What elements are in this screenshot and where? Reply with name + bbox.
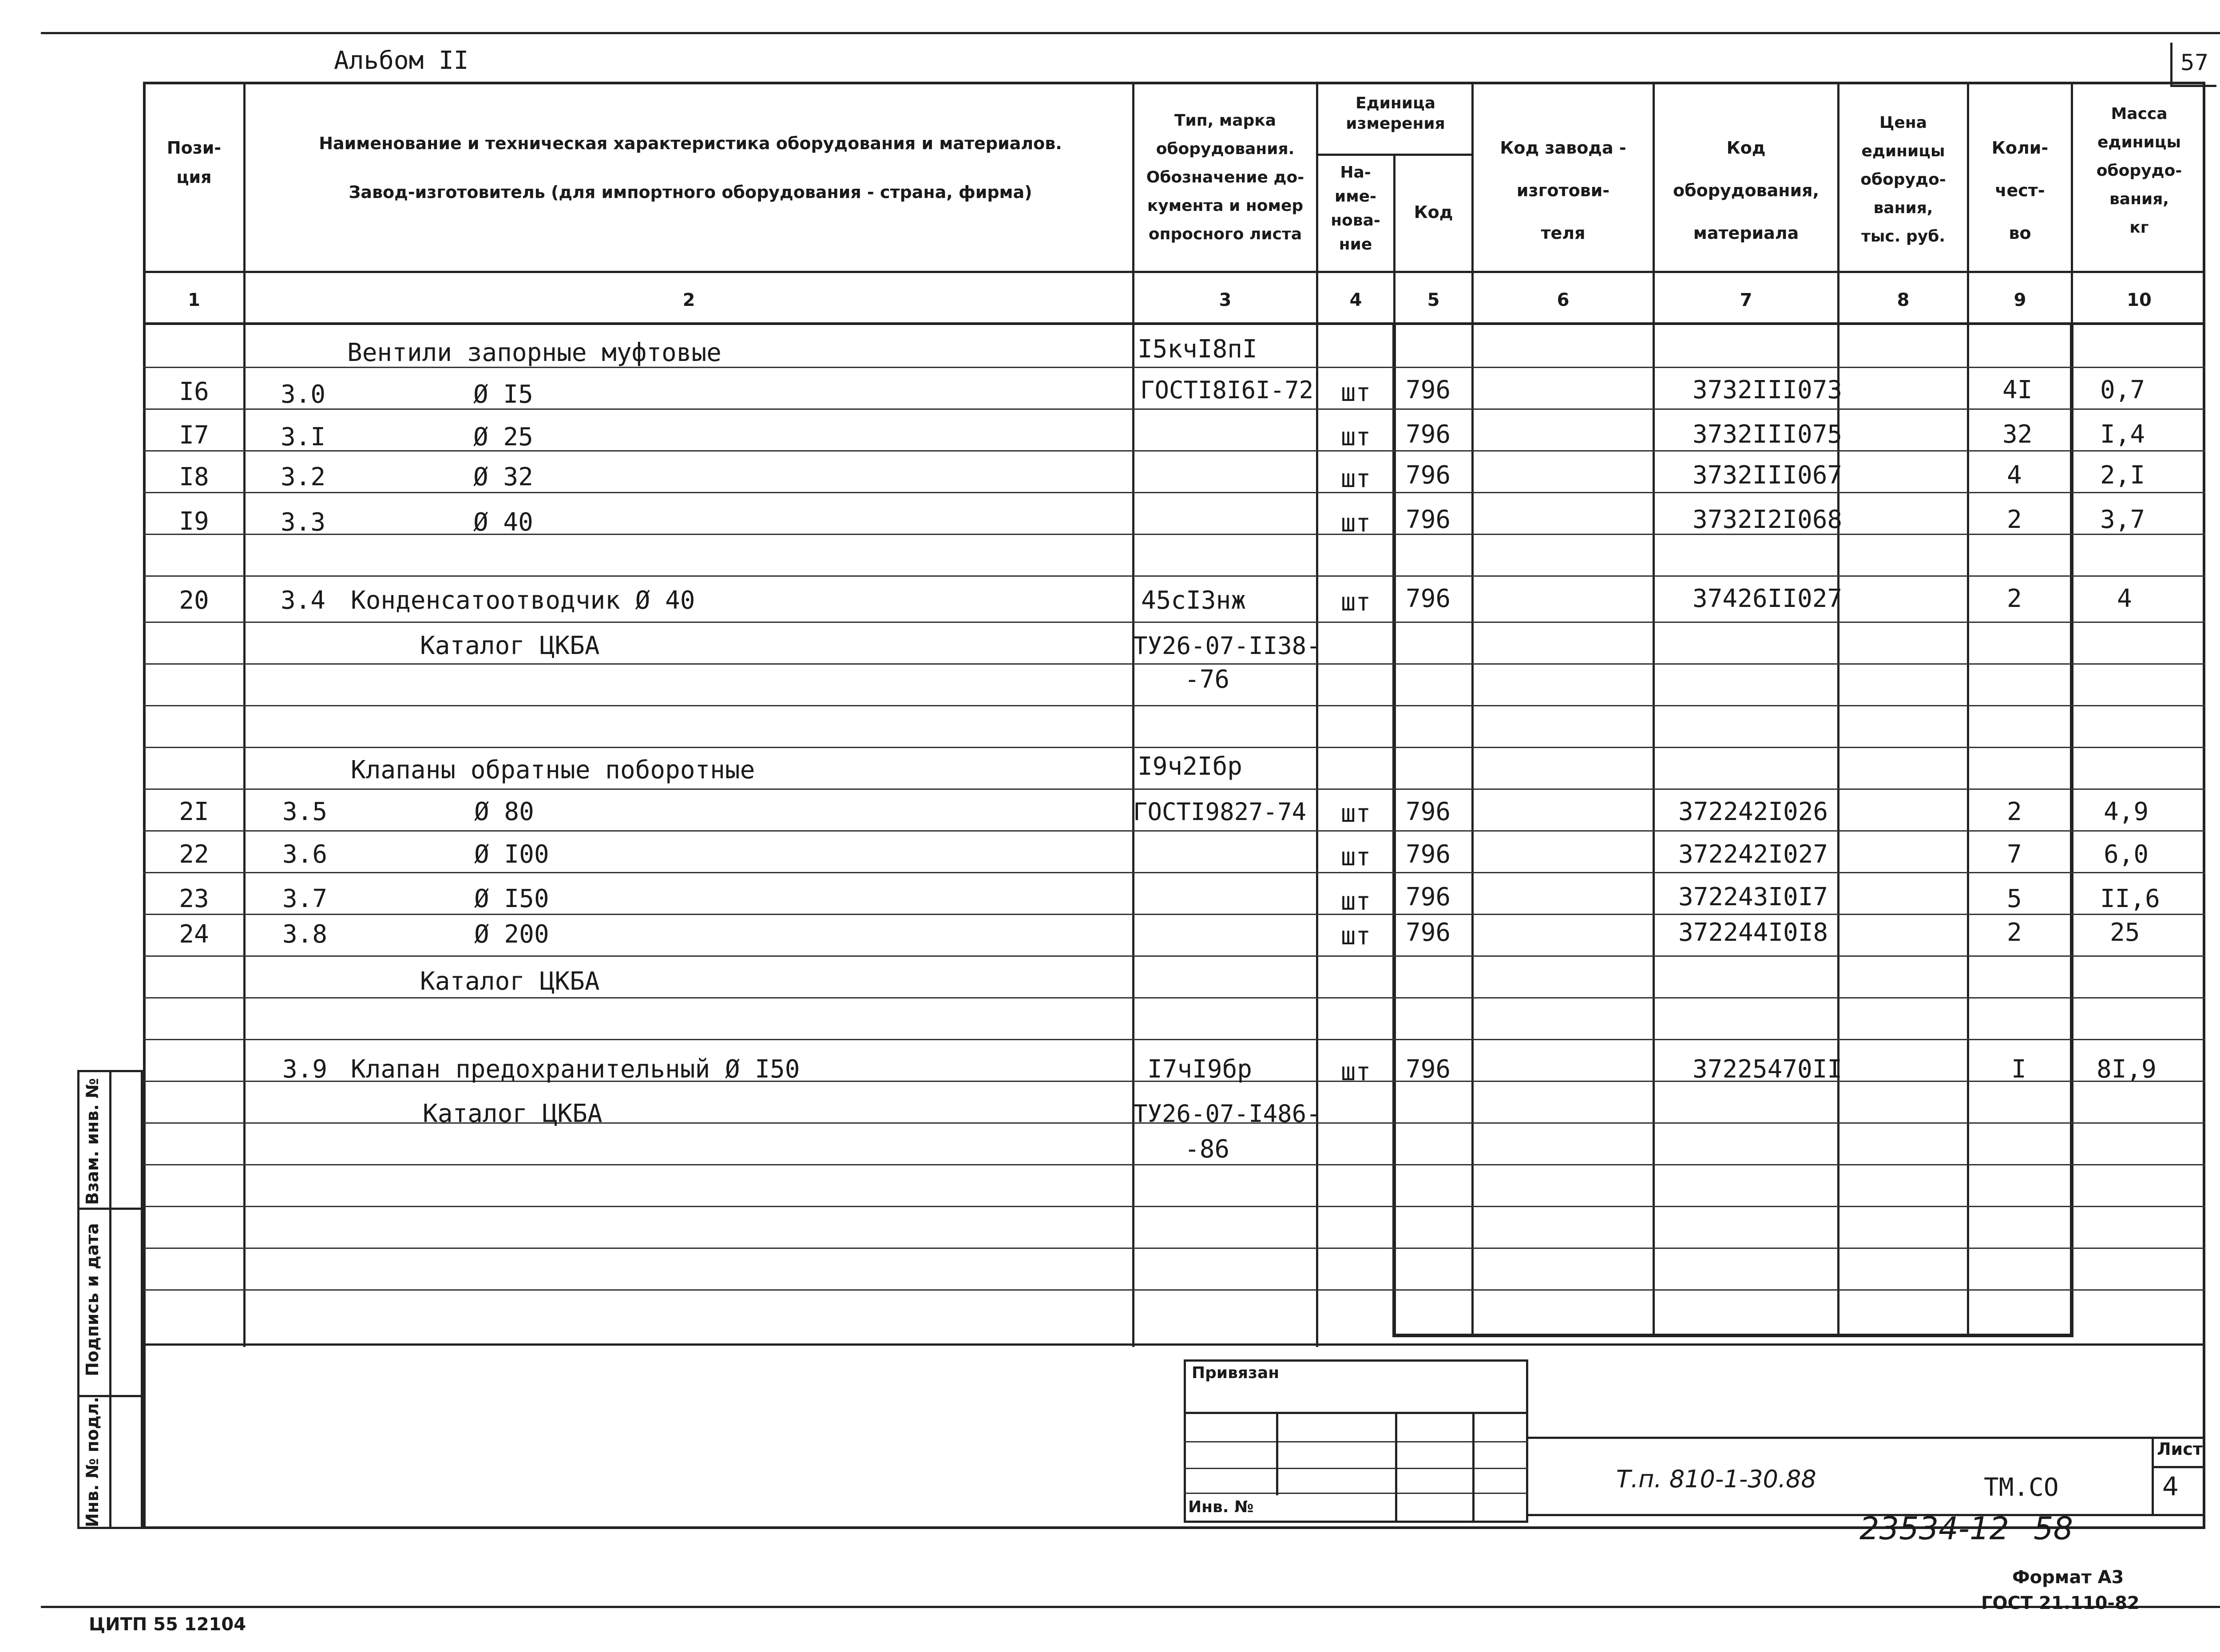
- header-col2: Наименование и техническая характеристика оборудования и материалов. Завод-изготовитель (для импортного оборудования - страна, фирма): [319, 134, 1062, 202]
- row-2-dia: Ø 25: [473, 423, 533, 452]
- row-10-dia: Ø I00: [474, 840, 549, 869]
- row-2-sub: 3.I: [281, 423, 326, 452]
- page-number: 57: [2180, 50, 2209, 75]
- row-14-qty: I: [2011, 1055, 2026, 1084]
- album-label: Альбом II: [334, 46, 469, 75]
- row-2-qty: 32: [2002, 420, 2033, 449]
- row-9-unit: шт: [1340, 799, 1371, 828]
- row-15-type: ТУ26-07-I486-: [1133, 1100, 1321, 1128]
- row-11-unit: шт: [1340, 887, 1371, 916]
- archive-number: 23534-12: [1859, 1510, 2010, 1547]
- privyazan-col-3: [1472, 1412, 1475, 1523]
- row-10-mass: 6,0: [2104, 840, 2149, 869]
- row-10-pos: 22: [179, 840, 209, 869]
- col-line-8: [1967, 82, 1969, 1336]
- row-9-dia: Ø 80: [474, 797, 534, 826]
- row-5-code: 796: [1406, 584, 1451, 613]
- row-10-sub: 3.6: [282, 840, 328, 869]
- row-9-sub: 3.5: [282, 797, 328, 826]
- format-label: Формат А3: [2012, 1567, 2124, 1588]
- row-5-mass: 4: [2117, 584, 2132, 613]
- row-11-mass: II,6: [2100, 884, 2160, 913]
- row-1-eq: 3732III073: [1693, 376, 1843, 404]
- row-5-unit: шт: [1340, 588, 1371, 617]
- row-14-unit: шт: [1340, 1058, 1371, 1086]
- row-9-qty: 2: [2007, 797, 2022, 826]
- col-line-5: [1471, 82, 1474, 1336]
- colnum-10: 10: [2127, 290, 2152, 310]
- colnum-1: 1: [188, 290, 200, 310]
- row-12-pos: 24: [179, 920, 209, 949]
- header-col7: Код оборудования, материала: [1673, 138, 1819, 243]
- row-6-type: ТУ26-07-II38-: [1133, 632, 1321, 660]
- title-block-top: [1528, 1437, 2205, 1439]
- header-bottom-line: [143, 271, 2205, 273]
- row-2-unit: шт: [1340, 423, 1371, 452]
- row-3-unit: шт: [1340, 464, 1371, 493]
- bold-zone-right: [2070, 323, 2073, 1336]
- row-1-sub: 3.0: [281, 380, 326, 409]
- col-line-6: [1653, 82, 1655, 1336]
- inv-no-label: Инв. №: [1188, 1498, 1254, 1516]
- row-1-type: ГОСТI8I6I-72: [1140, 376, 1314, 404]
- privyazan-col-2: [1395, 1412, 1397, 1523]
- row-5-qty: 2: [2007, 584, 2022, 613]
- header-col6: Код завода - изготови- теля: [1500, 138, 1626, 243]
- privyazan-line-1: [1184, 1412, 1528, 1414]
- row-14-sub: 3.9: [282, 1055, 328, 1084]
- row-10-eq: 372242I027: [1678, 840, 1828, 869]
- row-1-qty: 4I: [2002, 376, 2033, 404]
- table-bottom-line: [143, 1343, 2205, 1346]
- row-1-code: 796: [1406, 376, 1451, 404]
- row-14-type: I7чI9бр: [1147, 1055, 1253, 1084]
- row-9-pos: 2I: [179, 797, 209, 826]
- colnum-9: 9: [2014, 290, 2026, 310]
- row-4-mass: 3,7: [2100, 505, 2145, 534]
- row-10-code: 796: [1406, 840, 1451, 869]
- side-stamp-vzam: Взам. инв. №: [83, 1078, 102, 1205]
- side-stamp-inv: Инв. № подл.: [83, 1396, 102, 1527]
- row-10-unit: шт: [1340, 843, 1371, 872]
- colnum-bottom-line: [143, 322, 2205, 325]
- unit-subheader-line: [1316, 154, 1474, 156]
- header-col10: Масса единицы оборудо- вания, кг: [2096, 105, 2182, 237]
- row-12-mass: 25: [2110, 918, 2140, 947]
- row-14-eq: 37225470II: [1693, 1055, 1843, 1084]
- row-16-type: -86: [1185, 1135, 1230, 1164]
- row-11-qty: 5: [2007, 884, 2022, 913]
- colnum-6: 6: [1557, 290, 1570, 310]
- row-11-eq: 372243I0I7: [1678, 883, 1828, 911]
- colnum-2: 2: [682, 290, 695, 310]
- row-6-name: Каталог ЦКБА: [420, 631, 600, 660]
- row-3-eq: 3732III067: [1693, 461, 1843, 490]
- row-12-dia: Ø 200: [474, 920, 549, 949]
- row-12-unit: шт: [1340, 922, 1371, 951]
- archive-sheet: 58: [2034, 1510, 2073, 1547]
- bold-zone-bottom: [1392, 1334, 2073, 1337]
- row-4-eq: 3732I2I068: [1693, 505, 1843, 534]
- row-8-name: Клапаны обратные поборотные: [351, 756, 755, 784]
- row-12-code: 796: [1406, 918, 1451, 947]
- header-col5: Код: [1414, 202, 1453, 222]
- row-9-eq: 372242I026: [1678, 797, 1828, 826]
- row-1-mass: 0,7: [2100, 376, 2145, 404]
- header-col8: Цена единицы оборудо- вания, тыс. руб.: [1860, 114, 1946, 246]
- row-12-qty: 2: [2007, 918, 2022, 947]
- row-3-sub: 3.2: [281, 463, 326, 491]
- row-12-eq: 372244I0I8: [1678, 918, 1828, 947]
- row-9-mass: 4,9: [2104, 797, 2149, 826]
- row-1-pos: I6: [179, 377, 209, 406]
- row-5-type: 45сI3нж: [1141, 586, 1246, 615]
- row-3-qty: 4: [2007, 461, 2022, 490]
- row-4-qty: 2: [2007, 505, 2022, 534]
- row-11-pos: 23: [179, 884, 209, 913]
- designation: Т.п. 810-1-30.88: [1616, 1465, 1816, 1493]
- list-label-line: [2152, 1466, 2205, 1468]
- row-14-name: Клапан предохранительный Ø I50: [351, 1055, 800, 1084]
- header-col9: Коли- чест- во: [1991, 138, 2049, 243]
- row-4-sub: 3.3: [281, 508, 326, 537]
- header-col4: На- име- нова- ние: [1331, 163, 1380, 254]
- row-1-unit: шт: [1340, 378, 1371, 407]
- row-5-sub: 3.4: [281, 586, 326, 615]
- row-12-sub: 3.8: [282, 920, 328, 949]
- row-11-code: 796: [1406, 883, 1451, 911]
- row-2-code: 796: [1406, 420, 1451, 449]
- side-stamp-podpis: Подпись и дата: [83, 1223, 102, 1376]
- row-10-qty: 7: [2007, 840, 2022, 869]
- colnum-3: 3: [1219, 290, 1232, 310]
- row-5-eq: 37426II027: [1693, 584, 1843, 613]
- privyazan-label: Привязан: [1192, 1364, 1280, 1382]
- row-2-pos: I7: [179, 421, 209, 450]
- row-9-code: 796: [1406, 797, 1451, 826]
- row-3-pos: I8: [179, 463, 209, 491]
- row-8-type: I9ч2Iбр: [1138, 752, 1243, 781]
- col-line-7: [1837, 82, 1839, 1336]
- row-3-dia: Ø 32: [473, 463, 533, 491]
- page-number-box: [2170, 43, 2216, 87]
- colnum-5: 5: [1427, 290, 1440, 310]
- row-4-dia: Ø 40: [473, 508, 533, 537]
- row-14-code: 796: [1406, 1055, 1451, 1084]
- row-9-type: ГОСТI9827-74: [1133, 798, 1307, 826]
- row-4-code: 796: [1406, 505, 1451, 534]
- row-0-type: I5кчI8пI: [1138, 335, 1257, 364]
- row-5-pos: 20: [179, 586, 209, 615]
- side-stamp-line-1: [77, 1208, 143, 1210]
- side-stamp-divider: [109, 1070, 111, 1529]
- list-number: 4: [2162, 1471, 2179, 1501]
- row-11-sub: 3.7: [282, 884, 328, 913]
- header-col1: Пози- ция: [166, 138, 222, 187]
- mark: ТМ.СО: [1984, 1473, 2059, 1502]
- row-4-unit: шт: [1340, 509, 1371, 538]
- row-14-mass: 8I,9: [2097, 1055, 2157, 1084]
- bottom-left-code: ЦИТП 55 12104: [89, 1614, 246, 1635]
- row-0-name: Вентили запорные муфтовые: [347, 338, 722, 367]
- row-3-mass: 2,I: [2100, 461, 2145, 490]
- row-7-type: -76: [1185, 665, 1230, 694]
- colnum-7: 7: [1740, 290, 1752, 310]
- list-label: Лист: [2157, 1439, 2203, 1459]
- row-11-dia: Ø I50: [474, 884, 549, 913]
- row-5-name: Конденсатоотводчик Ø 40: [351, 586, 695, 615]
- gost-standard: ГОСТ 21.110-82: [1981, 1593, 2140, 1613]
- list-divider: [2152, 1437, 2154, 1516]
- row-13-name: Каталог ЦКБА: [420, 967, 600, 996]
- row-2-eq: 3732III075: [1693, 420, 1843, 449]
- privyazan-col-1: [1276, 1412, 1278, 1495]
- header-col3: Тип, марка оборудования. Обозначение до- кумента и номер опросного листа: [1146, 111, 1304, 243]
- row-4-pos: I9: [179, 507, 209, 536]
- colnum-4: 4: [1349, 290, 1362, 310]
- colnum-8: 8: [1897, 290, 1910, 310]
- row-3-code: 796: [1406, 461, 1451, 490]
- row-2-mass: I,4: [2100, 420, 2145, 449]
- row-15-name: Каталог ЦКБА: [423, 1099, 603, 1128]
- header-unit-group: Единица измерения: [1346, 94, 1445, 133]
- row-1-dia: Ø I5: [473, 380, 533, 409]
